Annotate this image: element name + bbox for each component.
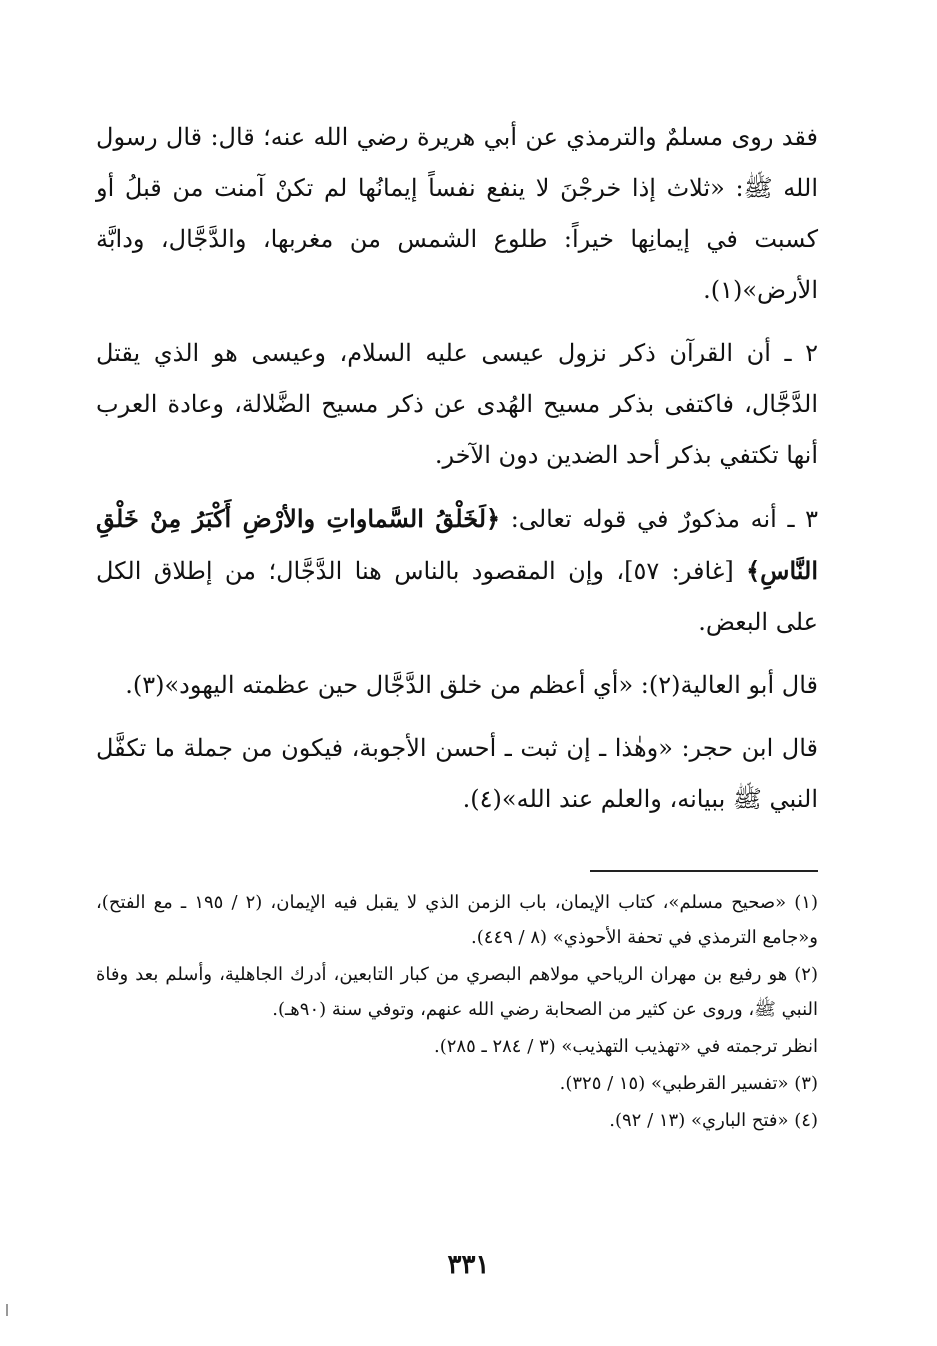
point-3-rest: [غافر: ٥٧]، وإن المقصود بالناس هنا الدَّجَّال؛ من إطلاق الكل على البعض. bbox=[96, 557, 818, 636]
point-3-intro: ٣ ـ أنه مذكورٌ في قوله تعالى: bbox=[500, 505, 818, 533]
footnote-1: (١) «صحيح مسلم»، كتاب الإيمان، باب الزمن الذي لا يقبل فيه الإيمان، (٢ / ١٩٥ ـ مع الفتح)، و«جامع الترمذي في تحفة الأحوذي» (٨ / ٤٤٩). bbox=[96, 892, 818, 948]
scan-edge-mark bbox=[6, 1304, 8, 1316]
footnote-separator bbox=[590, 870, 818, 872]
quran-verse: ﴿لَخَلْقُ السَّماواتِ والأرْضِ أَكْبَرُ مِنْ خَلْقِ النَّاسِ﴾ bbox=[96, 504, 818, 585]
main-text bbox=[96, 112, 818, 837]
footnote-4: (٤) «فتح الباري» (١٣ / ٩٢). bbox=[609, 1110, 818, 1131]
footnotes bbox=[96, 885, 818, 1140]
paragraph-hadith: فقد روى مسلمٌ والترمذي عن أبي هريرة رضي الله عنه؛ قال: قال رسول الله ﷺ: «ثلاث إذا خرجْنَ لا ينفع نفساً إيمانُها لم تكنْ آمنت من قبلُ أو كسبت في إيمانِها خيراً: طلوع الشمس من مغربها، والدَّجَّال، ودابَّة الأرض»(١). bbox=[96, 123, 818, 304]
page-number: ٣٣١ bbox=[447, 1250, 490, 1280]
footnote-2: (٢) هو رفيع بن مهران الرياحي مولاهم البصري من كبار التابعين، أدرك الجاهلية، وأسلم بعد وفاة النبي ﷺ، وروى عن كثير من الصحابة رضي الله عنهم، وتوفي سنة (٩٠هـ). bbox=[96, 964, 818, 1020]
footnote-2-continued: انظر ترجمته في «تهذيب التهذيب» (٣ / ٢٨٤ ـ ٢٨٥). bbox=[433, 1036, 818, 1057]
paragraph-point-3 bbox=[96, 493, 818, 648]
paragraph-abu-aliya: قال أبو العالية(٢): «أي أعظم من خلق الدَّجَّال حين عظمته اليهود»(٣). bbox=[125, 671, 818, 699]
paragraph-ibn-hajar: قال ابن حجر: «وهٰذا ـ إن ثبت ـ أحسن الأجوبة، فيكون من جملة ما تكفَّل النبي ﷺ ببيانه، والعلم عند الله»(٤). bbox=[96, 734, 818, 813]
paragraph-point-2: ٢ ـ أن القرآن ذكر نزول عيسى عليه السلام، وعيسى هو الذي يقتل الدَّجَّال، فاكتفى بذكر مسيح الهُدى عن ذكر مسيح الضَّلالة، وعادة العرب أنها تكتفي بذكر أحد الضدين دون الآخر. bbox=[96, 339, 819, 469]
footnote-3: (٣) «تفسير القرطبي» (١٥ / ٣٢٥). bbox=[559, 1073, 818, 1094]
